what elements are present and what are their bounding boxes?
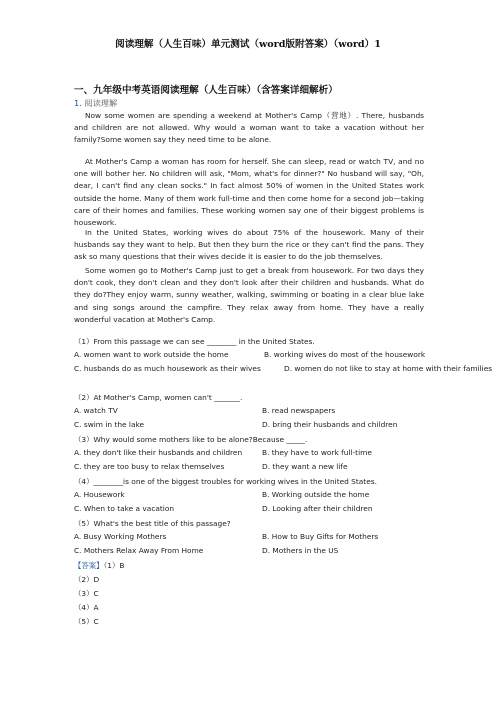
question-3-option-b: B. they have to work full-time xyxy=(262,448,372,457)
question-4-option-b: B. Working outside the home xyxy=(262,490,370,499)
answer-3: （3）C xyxy=(74,589,99,598)
answer-2: （2）D xyxy=(74,575,100,584)
question-3-option-a: A. they don't like their husbands and children xyxy=(74,448,243,457)
question-5-stem: （5）What's the best title of this passage? xyxy=(74,519,231,528)
answer-label: 【答案】 xyxy=(74,561,104,570)
question-1-option-d: D. women do not like to stay at home with their families xyxy=(284,364,493,373)
question-label: 阅读理解 xyxy=(84,98,118,108)
question-5-option-c: C. Mothers Relax Away From Home xyxy=(74,546,204,555)
question-3-stem: （3）Why would some mothers like to be alone?Because _____. xyxy=(74,435,308,444)
question-1-stem: （1）From this passage we can see ________ in the United States. xyxy=(74,337,315,346)
question-2-option-d: D. bring their husbands and children xyxy=(262,420,398,429)
passage-paragraph-4: Some women go to Mother's Camp just to get a break from housework. For two days they don't cook, they don't clean and they don't look after their children and husbands. What do they do?They enjoy warm, sunny weather, walking, swimming or boating in a clear blue lake and sing songs around the campfire. They relax away from home. They have a really wonderful vacation at Mother's Camp. xyxy=(74,266,424,324)
question-2-option-b: B. read newspapers xyxy=(262,406,336,415)
question-5-option-b: B. How to Buy Gifts for Mothers xyxy=(262,532,379,541)
question-2-stem: （2）At Mother's Camp, women can't _______. xyxy=(74,393,243,402)
answer-1: （1）B xyxy=(103,561,125,570)
question-3-option-d: D. they want a new life xyxy=(262,462,348,471)
question-1-option-c: C. husbands do as much housework as their wives xyxy=(74,364,261,373)
question-4-option-c: C. When to take a vacation xyxy=(74,504,175,513)
question-4-stem: （4）________is one of the biggest troubles for working wives in the United States. xyxy=(74,477,377,486)
question-1-option-b: B. working wives do most of the housework xyxy=(264,350,426,359)
passage-paragraph-3: In the United States, working wives do about 75% of the housework. Many of their husbands say they want to help. But then they burn the rice or they can't find the pans. They ask so many questions that their wives decide it is easier to do the job themselves. xyxy=(74,228,424,262)
question-1-option-a: A. women want to work outside the home xyxy=(74,350,229,359)
question-2-option-c: C. swim in the lake xyxy=(74,420,145,429)
question-2-option-a: A. watch TV xyxy=(74,406,118,415)
question-number: 1. xyxy=(74,98,82,108)
answer-5: （5）C xyxy=(74,617,99,626)
question-3-option-c: C. they are too busy to relax themselves xyxy=(74,462,225,471)
document-title: 阅读理解（人生百味）单元测试（word版附答案）（word）1 xyxy=(115,39,381,50)
passage-paragraph-1: Now some women are spending a weekend at Mother's Camp（营地）. There, husbands and children are not allowed. Why would a woman want to take a vacation without her family?Some women say they need time to be alone. xyxy=(74,111,424,145)
question-5-option-d: D. Mothers in the US xyxy=(262,546,339,555)
question-header xyxy=(74,98,117,109)
answer-4: （4）A xyxy=(74,603,99,612)
question-4-option-d: D. Looking after their children xyxy=(262,504,373,513)
answer-line-1 xyxy=(74,560,124,571)
passage-paragraph-2: At Mother's Camp a woman has room for herself. She can sleep, read or watch TV, and no one will bother her. No children will ask, "Mom, what's for dinner?" No husband will say, "Oh, dear, I can't find any clean socks." In fact almost 50% of women in the United States work outside the home. Many of them work full-time and then come home for a second job—taking care of their homes and families. These working women say one of their biggest problems is housework. xyxy=(74,157,424,228)
question-5-option-a: A. Busy Working Mothers xyxy=(74,532,167,541)
section-heading: 一、九年级中考英语阅读理解（人生百味）（含答案详细解析） xyxy=(74,85,338,96)
question-4-option-a: A. Housework xyxy=(74,490,125,499)
